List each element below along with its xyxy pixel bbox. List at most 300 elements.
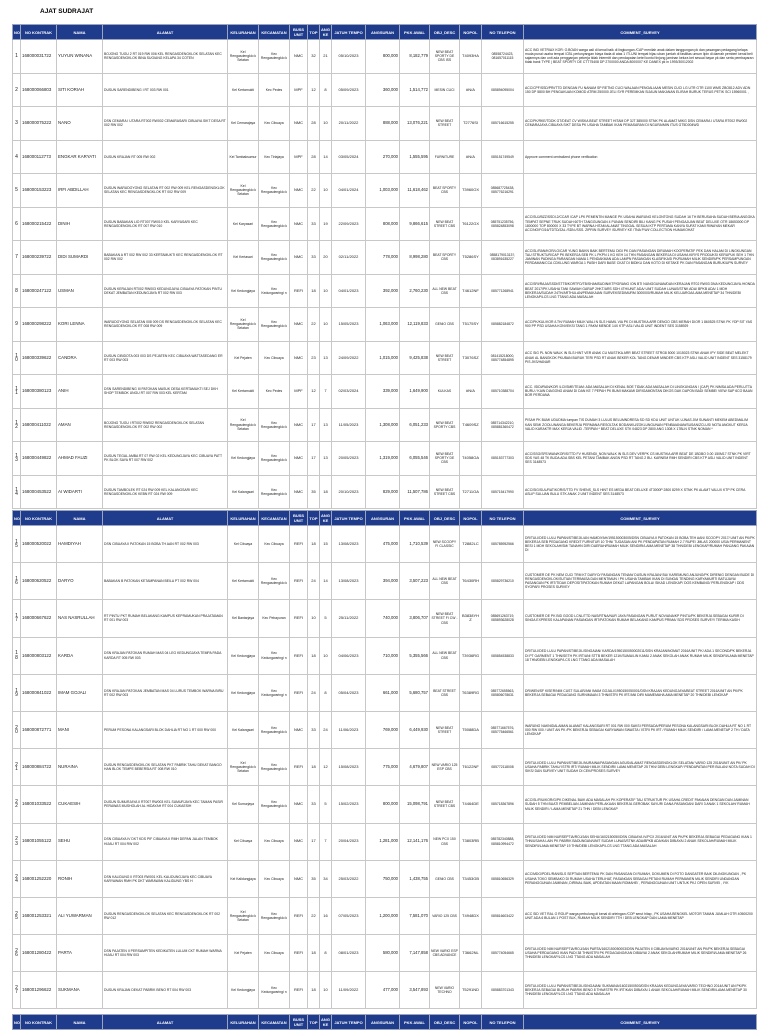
contract-number: 168001253321 [21, 897, 57, 934]
kecamatan: Kec Rengasdengklo k [259, 40, 290, 74]
object-description: VARIO 125 CBS [430, 897, 460, 934]
address: DUSUN SUMURJAYA II RT007 RW003 KEL SUMURJAYA KEC TAMAN PASIR PERAWAS MUSHOLAH AL HIDAYAH RT 004 CUKAESIH [103, 786, 228, 823]
row-number: 1 [13, 40, 21, 74]
table-row [13, 860, 757, 897]
due-date: 11/06/2023 [332, 711, 366, 748]
customer-name: RONIH [57, 860, 103, 897]
business-unit: NMC [290, 786, 308, 823]
installment-number: 10 [320, 637, 332, 674]
business-unit: NMC [290, 711, 308, 748]
col-alamat: ALAMAT [103, 25, 228, 40]
row-number: 15 [13, 526, 21, 563]
kecamatan: Kec Pebayuran [259, 600, 290, 637]
survey-comment: DR/WEN/SF KISER/NIM CUST SULAR/ANI IMAM GOJALI/1950150050001/DSN KRAJAN KEDUNGJAYA/BEAT STREET 2016/UNIT AN PK/PK BEKERJA SEBAGAI PEDAGANG SURNIMAAN 3 THN/ISTRI PK IRT/ANI DIRI MAMEMAH/LAMA MENETAP 20 THN/DEBI LENGKAP [524, 674, 757, 711]
customer-name: USMAN [57, 274, 103, 308]
tenor: 33 [308, 786, 320, 823]
kelurahan: Kel Kalangsari [228, 475, 259, 509]
address: DUSUN TAMBOLEK RT 024 RW 009 KEL KALANGSARI KEC RENGASDENGKLOK KEBN RT 024 RW 009 [103, 475, 228, 509]
kelurahan: Kel Kalidungjaya [228, 860, 259, 897]
phone-number: 085883701343 [482, 972, 524, 1009]
object-description: NEW VARIO ESP CBS ADVANCE [430, 935, 460, 972]
plate-number: B3838YHZ [460, 600, 482, 637]
due-date: 25/03/2022 [332, 860, 366, 897]
object-description: NEW BEAT STREET [430, 711, 460, 748]
row-number: 12 [13, 408, 21, 442]
business-unit: NMC [290, 860, 308, 897]
principal-amount: 5,355,566 [400, 637, 430, 674]
due-date: 11/05/2023 [332, 408, 366, 442]
phone-number: 085691263719, 085893628028 [482, 600, 524, 637]
due-date: 13/08/2023 [332, 563, 366, 600]
owner-name: AJAT SUDRAJAT [40, 8, 94, 15]
address: DUSUN CIBIDOTA 003 003 DS PEJATEN KEC CIBUAYA WATTASEDANG ER RT 003 RW 003 [103, 341, 228, 375]
row-number: 20 [13, 711, 21, 748]
plate-number: T4612NF [460, 274, 482, 308]
tenor: 18 [308, 749, 320, 786]
installment-amount: 360,000 [366, 73, 400, 107]
survey-comment: ACC/MDG/PDEL/RAN/SLS SEPTIAN BERTEMU PK DAN PASANGAN DI RUMAH, DOKUMEN DI FOTO DANGATER BAIK DILINGKUNGAN , PK USAHA TOKO SEMBAKO DI RUMAH USAHA TERLIHAT, PASANGAN SEBAGAI PETANI RUMAH PERMANEN MILIK SENDIRI UNDANGAN PERANGGUNAN JAMINAN ,DIRINAL BAIK, APDEATAN MAAN ROMAHE/ , PERANGGUNAN UNIT UNTUK PKJ OPEN SURVEI , IYK [524, 860, 757, 897]
business-unit: NMC [290, 823, 308, 860]
contract-number: 168000215422 [21, 207, 57, 241]
object-description: BEAT STREET CBS [430, 674, 460, 711]
address: DUSUN RENGASDENGKLOK SELATAN KEC RENGASDENGKLOK RT 002 RW 012 [103, 897, 228, 934]
installment-amount: 888,000 [366, 107, 400, 141]
plate-number: T6430RH [460, 563, 482, 600]
col-comment-survey: COMMENT_SURVEY [524, 1015, 757, 1030]
due-date: 20/11/2022 [332, 107, 366, 141]
address: WARUDOYONG SELATAN 008 009 DS RENGASDENGKLOK SELATAN KEC RENGASDENGKLOK RT 008 RW 009 [103, 308, 228, 342]
address: DUSUN KRAJAN RT 005 RW 002 [103, 140, 228, 174]
installment-amount: 339,000 [366, 375, 400, 409]
kelurahan: Kel Bantarjaya [228, 600, 259, 637]
col-no: NO [13, 1015, 21, 1030]
tenor: 18 [308, 637, 320, 674]
business-unit: NMC [290, 207, 308, 241]
installment-number: 8 [320, 674, 332, 711]
col-angsuran: ANGSURAN [366, 25, 400, 40]
business-unit: REFI [290, 749, 308, 786]
business-unit: MPF [290, 140, 308, 174]
due-date: 04/06/2023 [332, 637, 366, 674]
col-comment-survey: COMMENT_SURVEY [524, 511, 757, 526]
kecamatan: Kec Tirtajaya [259, 140, 290, 174]
address: BOJONG TUGU I RT002 RW002 RENGASDENGKLOK SELATAN RENGASDENGKLOK RT 002 RW 002 [103, 408, 228, 442]
due-date: 20/04/2023 [332, 823, 366, 860]
object-description: MESIN CUCI [430, 73, 460, 107]
object-description: GENIO CBS [430, 308, 460, 342]
customer-name: DIDI SUMARDI [57, 241, 103, 275]
plate-number: T5291ND [460, 972, 482, 1009]
tenor: 33 [308, 711, 320, 748]
row-number: 11 [13, 375, 21, 409]
contract-number: 168000872771 [21, 711, 57, 748]
address: DUSUN SARENDIBENG I RT 003 RW 001 [103, 73, 228, 107]
kecamatan: Kec Rengasdengklo k [259, 786, 290, 823]
col-top: TOP [308, 25, 320, 40]
due-date: 04/01/2024 [332, 174, 366, 208]
contract-number: 168000239722 [21, 241, 57, 275]
principal-amount: 6,051,233 [400, 408, 430, 442]
table-row [13, 823, 757, 860]
tenor: 17 [308, 408, 320, 442]
phone-number: 085710388704 [482, 375, 524, 409]
address: DSN PAJATEN II PERSAMPITEN KEDIKATEN LULUM CKT RUMAH WARNA HIJAU RT 004 RW 003 [103, 935, 228, 972]
row-number: 9 [13, 308, 21, 342]
table-row [13, 600, 757, 637]
survey-comment: ACC IND VETRIAX KOR: O.BOAN warga asli di kenal baik di lingkungan /CAP menilah anak dalam tanggungan pk dan pasangan pedagang kelapa muda punai usaha tempat /CBL perlunyangan biaya tiada di atas 1 /TI-UNI tempat hijau uban jumlah di fasilitas umum lipin di daerah pemberi kenal beli sajamnya dan unit ada pengganjan pekerja tidak intermitt dan pendapatan ketel kontol tinjong jaminan kelura ket sesuai bayar pk dan serta pembayaran tidak bank TYPE | BEAT SPORTY DE CTT75408 DP 2700000 ANDA 8000007 KE DANEX pk in 1993/30012002 [524, 40, 757, 74]
col-no-kontrak: NO KONTRAK [21, 511, 57, 526]
installment-number: 7 [320, 823, 332, 860]
kecamatan: Kec Cibuaya [259, 526, 290, 563]
principal-amount: 5,680,757 [400, 674, 430, 711]
plate-number: T2776SI [460, 107, 482, 141]
phone-number: 085714342210, 085881360472 [482, 408, 524, 442]
phone-number: 085715417990 [482, 475, 524, 509]
installment-number: 8 [320, 73, 332, 107]
customer-name: ENGKAR KARYATI [57, 140, 103, 174]
due-date: 05/04/2023 [332, 674, 366, 711]
address: DSN CEMARA I UTARA RT002 RW002 CEMARASARI CIBUAYA SIKT DESA RT 002 RW 002 [103, 107, 228, 141]
phone-number: 085774054665 [482, 935, 524, 972]
due-date: 24/09/2022 [332, 341, 366, 375]
plate-number: T5286SY [460, 241, 482, 275]
col-kecamatan: KECAMATAN [259, 511, 290, 526]
survey-comment: CUSTOMER DE PK NEM CUCI TRM KT DARYO/ PASANGAN TENAN/ DUSUN KRAJAN/ BU/ KAREMUNG ANJUNG/PK DIRENIG DENGAN BUDE DI RENGASDENGKLOK/SUTIAN TERIMASA DAN MENTIMUN / PK USAHA TAMBAK IKAN DI SUNGAI TENDING KARYAMURTI BATUJAYA/ PASANGAN PK IRT/TIDAK DEPOSIT/PATOKAN RUMAH DEKAT LAPANGAN BOLA/ SIKAD LENGKAP/ DOS KEMBANG/ PERLENGKAP / DDS SYOPAR/ PROSES SURVEY [524, 563, 757, 600]
installment-amount: 750,000 [366, 860, 400, 897]
object-description: NEW PCX 150 CBS [430, 823, 460, 860]
contract-number: 168000803122 [21, 637, 57, 674]
row-number: 22 [13, 786, 21, 823]
installment-number: 21 [320, 40, 332, 74]
kecamatan: Kec Kedungwaringi n [259, 274, 290, 308]
installment-amount: 392,000 [366, 274, 400, 308]
object-description: GENIO CBS [430, 860, 460, 897]
installment-amount: 661,000 [366, 674, 400, 711]
business-unit: MPF [290, 73, 308, 107]
phone-number: 085772118008 [482, 749, 524, 786]
address: DSN CIBUAYA IV DKT KDS PIF CIBUAYA II RMH DEPAN JALAN TEMBOK HIJAU RT 004 RW 002 [103, 823, 228, 860]
contract-number: 168000411022 [21, 408, 57, 442]
installment-number: 16 [320, 897, 332, 934]
plate-number: T6122GX [460, 207, 482, 241]
business-unit: NMC [290, 40, 308, 74]
address: BOJONG TUGU 2 RT 019 RW 006 KEL RENGASDENGKLOK SELATAN KEC RENGASDENGKLOK BINA SUGIANG KELAPA 34 COTEN [103, 40, 228, 74]
phone-number: 085785952566 [482, 526, 524, 563]
kelurahan: Kel Kertasari [228, 241, 259, 275]
installment-amount: 829,000 [366, 475, 400, 509]
object-description: NEW BEAT STREET [430, 107, 460, 141]
installment-number: 34 [320, 860, 332, 897]
kelurahan: Kel Rengasdengklo k Selatan [228, 174, 259, 208]
customer-name: ALI YUWARMAN [57, 897, 103, 934]
contract-number: 168000620522 [21, 563, 57, 600]
address: RT PINTU PKT RUMAH BELAKANG KAMPUS KEPRAMUKAN PRAJATAMAN RT 001 RW 003 [103, 600, 228, 637]
due-date: 13/08/2023 [332, 526, 366, 563]
plate-number: T2882LC [460, 526, 482, 563]
due-date: 11/09/2022 [332, 972, 366, 1009]
table-row [13, 637, 757, 674]
due-date: 15/05/2023 [332, 308, 366, 342]
installment-amount: 740,000 [366, 600, 400, 637]
installment-number: 5 [320, 786, 332, 823]
col-pkk-awal: PKK AWAL [400, 1015, 430, 1030]
object-description: NEW BEAT STREET CBS [430, 786, 460, 823]
business-unit: REFI [290, 935, 308, 972]
phone-number: 085810656329 [482, 860, 524, 897]
row-number: 25 [13, 897, 21, 934]
survey-comment: DR/TULI/DED LULU PAPAN/ST/BEJIL/SINGAIAN/ SUKMANA/16021500500/DSN KRAJAN KEDUNGJAYA/VARIO TECHNO 2014/UNIT AN PK/PK BEKERJA SEBAGAI BURUH PABRIK BENO 8 THN/ISTRI PK IRT/KAN DIBIAYAI 1 ANAK SEKOLAH/RUMAH MILIK SENDIRI/LAMA MENETAP 30 THN/DEBI LENGKAP/LCS LNG TTANG ADA MASALAH [524, 972, 757, 1009]
plate-number: T5088DA [460, 711, 482, 748]
survey-comment: CUSTOMER DE PK BID GOOD LCNL/TTD NAS/RTNA/NUR JAYA PASANGAN PURUT NOVIANA/KP PINTU/PK BEKERJA SEBAGAI KURIR DI SINGA EXPRESS KALAPANAN PASANGAN IRT/PATOKAN RUMAH BELAKANG KAMPUS PRIMA/ SDS PROSES SURVEY/ TERIMA KASIH [524, 600, 757, 637]
survey-comment: ACC/CPF/SSD/PRI/TTD DENGAN FU NANAM SP RETNO CUCI WALAAN PENGALIAAN MESIN CUCI LG UTR GTR 1100 WMS ZBO812 ADV ADN 150 DP 5800 BH PENGAKUAN KOMOD ATRM 250000 JELI SYR PEREMKAN SIJAUN MAKANAN ELIRAH BURUK TERUS PETIK SCI 15960001 , [524, 73, 757, 107]
col-kelurahan: KELURAHAN [228, 511, 259, 526]
plate-number: T5175SY [460, 308, 482, 342]
table-row [13, 140, 757, 174]
phone-number: 085151749549 [482, 140, 524, 174]
customer-name: KARDA [57, 637, 103, 674]
business-unit: REFI [290, 972, 308, 1009]
object-description: NEW VARIO 125 ESP CBS [430, 749, 460, 786]
installment-number: 13 [320, 442, 332, 476]
phone-number: 085718367896 [482, 786, 524, 823]
table-row [13, 241, 757, 275]
principal-amount: 8,182,779 [400, 40, 430, 74]
installment-amount: 477,000 [366, 972, 400, 1009]
col-no-kontrak: NO KONTRAK [21, 1015, 57, 1030]
object-description: BEAT SPORTY CBS [430, 174, 460, 208]
col-nama: NAMA [57, 1015, 103, 1030]
col-alamat: ALAMAT [103, 511, 228, 526]
principal-amount: 6,449,930 [400, 711, 430, 748]
customer-name: AHMAD FAUZI [57, 442, 103, 476]
survey-comment: Approve comment centralized phone verification [524, 140, 757, 174]
tenor: 24 [308, 674, 320, 711]
installment-number: 12 [320, 749, 332, 786]
object-description: BEAT SPORTY CBS [430, 241, 460, 275]
installment-number: 19 [320, 207, 332, 241]
business-unit: NMC [290, 308, 308, 342]
row-number: 13 [13, 442, 21, 476]
col-alamat: ALAMAT [103, 1015, 228, 1030]
installment-number: 10 [320, 308, 332, 342]
phone-number: 085751235756, 085824853098 [482, 207, 524, 241]
plate-number: T3076SZ [460, 341, 482, 375]
business-unit: REFI [290, 274, 308, 308]
kelurahan: Kel Cibuaya [228, 526, 259, 563]
object-description: ALL NEW BEAT CBS [430, 274, 460, 308]
col-kelurahan: KELURAHAN [228, 1015, 259, 1030]
survey-table-1 [12, 24, 757, 509]
principal-amount: 15,098,791 [400, 786, 430, 823]
installment-amount: 769,000 [366, 711, 400, 748]
kelurahan: Kel Pejaten [228, 341, 259, 375]
col-jatuh-tempo: JATUH TEMPO [332, 1015, 366, 1030]
plate-number: T4609SZ [460, 408, 482, 442]
col-kecamatan: KECAMATAN [259, 25, 290, 40]
installment-number: 20 [320, 241, 332, 275]
col-no: NO [13, 511, 21, 526]
principal-amount: 7,147,858 [400, 935, 430, 972]
table-row [13, 274, 757, 308]
due-date: 22/09/2023 [332, 207, 366, 241]
tenor: 24 [308, 563, 320, 600]
table-row [13, 711, 757, 748]
installment-amount: 475,000 [366, 526, 400, 563]
col-kelurahan: KELURAHAN [228, 25, 259, 40]
installment-amount: 800,000 [366, 40, 400, 74]
customer-name: CUKAESIH [57, 786, 103, 823]
kecamatan: Kec Cibuaya [259, 823, 290, 860]
due-date: 15/02/2023 [332, 786, 366, 823]
contract-number: 168000520022 [21, 526, 57, 563]
col-no-telepon: NO TELEPON [482, 25, 524, 40]
table-row [13, 40, 757, 74]
row-number: 21 [13, 749, 21, 786]
header-row [13, 1015, 757, 1030]
contract-number: 168000453522 [21, 475, 57, 509]
survey-table-3-header [12, 1014, 757, 1030]
address: DUSUN KERAJAN RT002 RW003 KEDUNGJAYA CIBUAYA PATOKAN PINTU DEKAT JEMBATAN KEDUNGJAYA RT 002 RW 003 [103, 274, 228, 308]
tenor: 33 [308, 241, 320, 275]
contract-number: 168001252220 [21, 860, 57, 897]
survey-comment: ACC SIG PL NON WALK IN SLS HINT VER ANAK CU MUSTIKA ARR BEAT STREET STRG8 5000 1015023 STNK ANAK IPY SIDE BEAT MELEKT ANAK AL BANGKOK PKUBAN BURUK TERI PSD RT ANAK BEKER KOL TANG DENAR MINDER CBS KTP ASLI VALID UNIT INDENT SES 3158179 PIS JKS/HANAR [524, 341, 757, 375]
table-row [13, 107, 757, 141]
kecamatan: Kec Pedes [259, 375, 290, 409]
installment-number: 7 [320, 375, 332, 409]
installment-number: 13 [320, 408, 332, 442]
kelurahan: Kel Kedungjaya [228, 637, 259, 674]
plate-number: T3936RG [460, 637, 482, 674]
principal-amount: 11,618,462 [400, 174, 430, 208]
col-buss-unit: BUSS UNIT [290, 1015, 308, 1030]
principal-amount: 3,547,893 [400, 972, 430, 1009]
survey-comment: PISAH PK BUMI UDUDMA tumpan TIS DUMAH 3 LULUS BELUMNDRESA SD SD KDU UNIT UNTUK UJNAS JIM SUNANTI MEKEM ABEDMALIM KAN SEMI ZOOLUNANGA BEKERJA PERMANA RESOLTAK BODANKU/ZOKLUNGUNAN PENBAIANAN/SUSAN/ZCLUS/ NOTA ANGKUT KERJA VALID KARAKTR MAX KERJA VALID -TERPAN * BEAT DELUXE STK 04823 DP 2800 ANG 1308 X 17BLN STNK NOMAN * [524, 408, 757, 442]
customer-name: YUYUN WINANA [57, 40, 103, 74]
address: BABAKAN A RT 002 RW 002 33 KERTAMUKTI KEC RENGASDENGKLOK RT 002 RW 002 [103, 241, 228, 275]
customer-name: NANO [57, 107, 103, 141]
col-ang-ke: ANG KE [320, 1015, 332, 1030]
col-buss-unit: BUSS UNIT [290, 511, 308, 526]
installment-amount: 270,000 [366, 140, 400, 174]
survey-comment: WARUNG NAKNIDALAMAN ALAMAT KALANGSARI RT 001 RW 000 SAKSI PERSADA/PERUM PESONA KALANGSARI BLOK DAHLIA RT NO 1 RT 000 RW 000 / UNIT AN PK /PK BEKERJA SEBAGAI KARYAWAN SWASTA / ISTRI PK IRT / RUMAH MILIK SENDIRI / LAMA MENETAP 2 TH / DATA LENGKAP [524, 711, 757, 748]
customer-name: SEHU [57, 823, 103, 860]
plate-number: T6122NF [460, 749, 482, 786]
row-number: 24 [13, 860, 21, 897]
tenor: 35 [308, 860, 320, 897]
kelurahan: Kel Cibuaya [228, 823, 259, 860]
customer-name: AI WIDARTI [57, 475, 103, 509]
survey-comment: ACC. /SIDI/RAN/KOR /LCI/SME/TEAM: ADA MASALAH DI KENAL BOE TIDAK ADA MASALAH DI LINGKUNGAN / (CAP) PK NIMSA ADA PERLUTTA BURU / KAIN DIAGONG ANAM DI DAN KE 7 PEPAH PK BUMI MAKAMI DIRIGAMONTAN DIKOS DAK DAPON BADI SEMBE/ VIEW SAP 6CO BAAN BOR PERDANA [524, 375, 757, 409]
col-jatuh-tempo: JATUH TEMPO [332, 511, 366, 526]
address: DSN KALIDUNG II RT003 RW001 KEL KALIDUNGJAYA KEC CIBUAYA KARYAWAN RMH PK DKT WARAWAN KALIDUNG YBS H [103, 860, 228, 897]
principal-amount: 12,141,176 [400, 823, 430, 860]
phone-number: 085816603422 [482, 897, 524, 934]
business-unit: NMC [290, 241, 308, 275]
customer-name: KORI LENNA [57, 308, 103, 342]
installment-amount: 580,000 [366, 935, 400, 972]
tenor: 17 [308, 442, 320, 476]
contract-number: 168000884722 [21, 749, 57, 786]
contract-number: 168000667622 [21, 600, 57, 637]
phone-number: 085687725438, 085776216291 [482, 174, 524, 208]
address: PERUM PESONA KALANGSARI BLOK DAHLIA RT NO 1 RT 000 RW 000 [103, 711, 228, 748]
customer-name: IMAM GOJALI [57, 674, 103, 711]
customer-name: SITI KORIAH [57, 73, 103, 107]
col-kecamatan: KECAMATAN [259, 1015, 290, 1030]
principal-amount: 3,806,707 [400, 600, 430, 637]
kecamatan: Kec Rengasdengklo k [259, 897, 290, 934]
plate-number: T4058OA [460, 442, 482, 476]
col-buss-unit: BUSS UNIT [290, 25, 308, 40]
installment-number: 10 [320, 174, 332, 208]
principal-amount: 1,438,755 [400, 860, 430, 897]
survey-comment [524, 174, 757, 208]
phone-number: 081415218000, 085774854895 [482, 341, 524, 375]
due-date: 08/01/2023 [332, 935, 366, 972]
kecamatan: Kec Cibuaya [259, 860, 290, 897]
col-no: NO [13, 25, 21, 40]
customer-name: ANIH [57, 375, 103, 409]
principal-amount: 3,507,223 [400, 563, 430, 600]
row-number: 5 [13, 174, 21, 208]
plate-number: T3453GB [460, 860, 482, 897]
business-unit: NMC [290, 107, 308, 141]
phone-number: 085771268941 [482, 274, 524, 308]
kelurahan: Kel Kedungjaya [228, 972, 259, 1009]
object-description: ALL NEW BEAT CBS [430, 563, 460, 600]
address: DUSUN TEGAL AMBA RT 07 RW 02 KEL KEDUNGJAYA KEC CIBUAYA PATT PK BLOK SAYA RT 007 RW 002 [103, 442, 228, 476]
survey-comment: DR/TULI/DED LULU PAPAN/ST/BEJIL/NURAINA/PASANGAN AGUS/ALAMAT RENGASDENGKLOK SELATAN/ VARIO 125 2018/UNIT AN PK/ PK USAHA PABRIK TAHU/ ISTRI IRT/ RUMAH MILIK SENDIRI/ LAMA MENETAP 25 THN/ DEBI LENGKAP/ PENDAPATAN PER BULAN/ NOTA SUDAH DI SIKS/ DAN SURVEY UNIT SUDAH DI CEK/PROSES SURVEY [524, 749, 757, 786]
phone-number: 085772655563, 085806078631 [482, 674, 524, 711]
address: DSN KRAJAN PATOKAN JEMBATAN MAS 04 LURUS TEMBOK WARNA BIRU RT 002 RW 003 [103, 674, 228, 711]
table-row [13, 897, 757, 934]
principal-amount: 9,866,615 [400, 207, 430, 241]
contract-number: 168000247122 [21, 274, 57, 308]
survey-comment: ACC/PK/KUL/KOR /LTH/ RUMAH MILIK WALI N SLS HAMIL VIA PK DI MUSTIKA ARR DENGO CBS MERAH DIOR 1 860525 STNK PK YDP SIT YAS 900 PP PSD USAHA KONVEKSI TANG 1 PAKM MENDE 14X KTP ASLI VALID UNIT INDENT SES 3158929 [524, 308, 757, 342]
phone-number: 085882184872 [482, 308, 524, 342]
row-number: 6 [13, 207, 21, 241]
plate-number: T6389RG [460, 674, 482, 711]
object-description: FURNITURE [430, 140, 460, 174]
table-row [13, 308, 757, 342]
col-top: TOP [308, 511, 320, 526]
row-number: 18 [13, 637, 21, 674]
table-row [13, 475, 757, 509]
due-date: 20/10/2023 [332, 475, 366, 509]
col-angsuran: ANGSURAN [366, 511, 400, 526]
business-unit: REFI [290, 600, 308, 637]
object-description: NEW BEAT SPORTY CBS [430, 408, 460, 442]
customer-name: HAMDIYAH [57, 526, 103, 563]
principal-amount: 11,507,786 [400, 475, 430, 509]
object-description: NEW VARIO TECHNO [430, 972, 460, 1009]
col-comment-survey: COMMENT_SURVEY [524, 25, 757, 40]
plate-number: #N/A [460, 140, 482, 174]
col-angsuran: ANGSURAN [366, 1015, 400, 1030]
contract-number: 168000066803 [21, 73, 57, 107]
kecamatan: Kec Pedes [259, 73, 290, 107]
business-unit: NMC [290, 174, 308, 208]
table-row [13, 207, 757, 241]
due-date: 20/05/2023 [332, 442, 366, 476]
kecamatan: Kec Rengasdengklo k [259, 475, 290, 509]
principal-amount: 2,760,230 [400, 274, 430, 308]
installment-amount: 775,000 [366, 749, 400, 786]
tenor: 22 [308, 308, 320, 342]
col-no-telepon: NO TELEPON [482, 511, 524, 526]
due-date: 03/05/2024 [332, 140, 366, 174]
kelurahan: Kel Rengasdengklo k Selatan [228, 408, 259, 442]
